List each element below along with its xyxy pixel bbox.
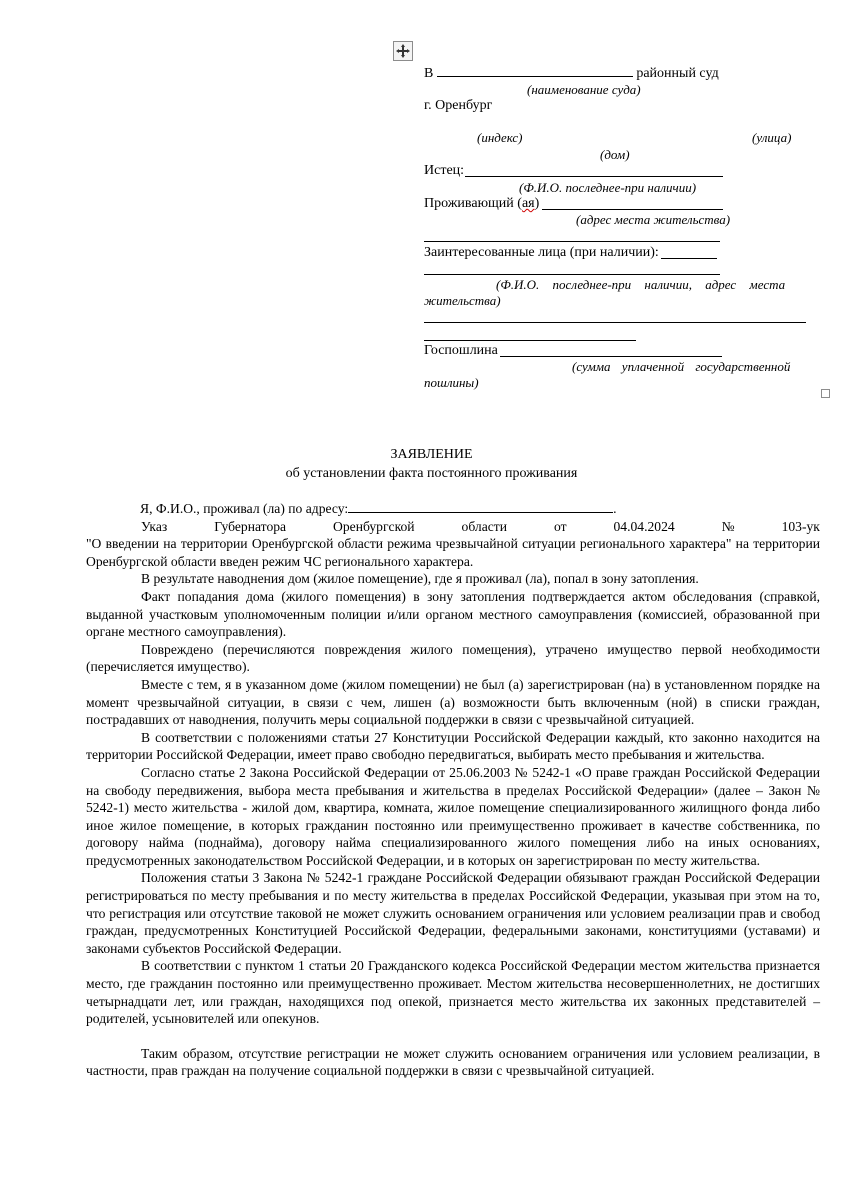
ukaz-word: от	[553, 518, 567, 534]
city-label: г. Оренбург	[424, 98, 493, 113]
paragraph-conclusion: Таким образом, отсутствие регистрации не может служить основанием ограничения или условием реализации, в частности, прав граждан на получение социальной поддержки в связи с чрезвычайной ситуацией.	[86, 1045, 820, 1079]
street-hint: (улица)	[752, 130, 792, 145]
residing-label-end: )	[534, 196, 540, 211]
residing-line	[424, 196, 539, 212]
ukaz-word: области	[461, 518, 507, 534]
ukaz-word: №	[721, 518, 735, 534]
interested-hint-line1: (Ф.И.О. последнее-при наличии, адрес места	[496, 277, 786, 292]
ukaz-word: 04.04.2024	[613, 518, 675, 534]
ukaz-word: Указ	[141, 518, 168, 534]
interested-hint	[496, 277, 810, 293]
table-move-handle[interactable]	[393, 41, 413, 61]
paragraph-fact: Факт попадания дома (жилого помещения) в зону затопления подтверждается актом обследования (справкой, выданной участковым уполномоченным полиции и/или органом местного самоуправления (комиссией, образованной при органе местного самоуправления).	[86, 588, 820, 640]
paragraph-law-article2: Согласно статье 2 Закона Российской Федерации от 25.06.2003 № 5242-1 «О праве граждан Российской Федерации на свободу передвижения, выбора места пребывания и жительства в пределах Российской Федерации» (далее – Закон № 5242-1) место жительства - жилой дом, квартира, комната, жилое помещение специализированного жилищного фонда либо иное жилое помещение, в которых гражданин постоянно или преимущественно проживает в качестве собственника, по договору найма (поднайма), договору найма специализированного жилого помещения либо на иных основаниях, предусмотренных законодательством Российской Федерации, и в которых он зарегистрирован по месту жительства.	[86, 764, 820, 868]
house-hint: (дом)	[600, 147, 630, 162]
ukaz-word: Оренбургской	[333, 518, 415, 534]
paragraph-flood: В результате наводнения дом (жилое помещение), где я проживал (ла), попал в зону затопления.	[141, 571, 699, 587]
paragraph-decree: "О введении на территории Оренбургской области режима чрезвычайной ситуации регионального характера" на территории Оренбургской области введен режим ЧС регионального характера.	[86, 536, 820, 569]
court-hint: (наименование суда)	[527, 82, 641, 97]
paragraph-law-article3: Положения статьи 3 Закона № 5242-1 граждане Российской Федерации обязывают граждан Российской Федерации регистрироваться по месту пребывания и по месту жительства в пределах Российской Федерации, указывая при этом на то, что регистрация или отсутствие таковой не может служить основанием ограничения или условием реализации прав и свобод граждан, предусмотренных Конституцией Российской Федерации, федеральными законами, конституциями (уставами) и законами субъектов Российской Федерации.	[86, 870, 820, 956]
plaintiff-blank[interactable]	[465, 176, 723, 177]
interested-blank-2[interactable]	[424, 274, 720, 275]
duty-hint-line2: пошлины)	[424, 375, 479, 390]
paragraph-registration: Вместе с тем, я в указанном доме (жилом помещении) не был (а) зарегистрирован (на) в установленном порядке на момент чрезвычайной ситуации, в связи с чем, лишен (а) возможности быть включенным (ной) в списки граждан, пострадавших от наводнения, получить меры социальной поддержки в связи с чрезвычайной ситуацией.	[86, 676, 820, 728]
interested-blank[interactable]	[661, 258, 717, 259]
move-arrows-icon	[395, 43, 411, 59]
paragraph-address	[85, 500, 820, 518]
residing-blank[interactable]	[542, 209, 723, 210]
duty-hint-line1: (сумма уплаченной государственной	[572, 359, 791, 374]
ukaz-word: 103-ук	[781, 518, 820, 534]
court-blank[interactable]	[437, 64, 633, 77]
document-title: ЗАЯВЛЕНИЕ	[390, 447, 473, 462]
residing-label: Проживающий (	[424, 196, 522, 211]
duty-label: Госпошлина	[424, 343, 498, 358]
residing-hint: (адрес места жительства)	[576, 212, 731, 227]
document-subtitle: об установлении факта постоянного проживания	[285, 466, 578, 481]
plaintiff-line	[424, 163, 464, 179]
court-prefix: В	[424, 66, 434, 81]
duty-blank[interactable]	[500, 356, 722, 357]
plaintiff-hint: (Ф.И.О. последнее-при наличии)	[519, 180, 697, 195]
document-body	[86, 500, 820, 1080]
paragraph-damage: Повреждено (перечисляются повреждения жилого помещения), утрачено имущество первой необходимости (перечисляется имущество).	[86, 641, 820, 675]
address-label: Я, Ф.И.О., проживал (ла) по адресу:	[140, 501, 349, 516]
duty-line	[424, 343, 498, 359]
interested-hint-line2: жительства)	[424, 293, 501, 308]
index-hint: (индекс)	[477, 130, 523, 145]
paragraph-constitution: В соответствии с положениями статьи 27 Конституции Российской Федерации каждый, кто законно находится на территории Российской Федерации, имеет право свободно передвигаться, выбирать место пребывания и жительства.	[86, 729, 820, 763]
court-line	[424, 64, 719, 82]
address-blank[interactable]	[348, 500, 613, 513]
interested-blank-4[interactable]	[424, 340, 636, 341]
spellcheck-word[interactable]: ая	[521, 196, 535, 211]
residing-blank-2[interactable]	[424, 241, 720, 242]
court-suffix: районный суд	[636, 66, 719, 81]
interested-blank-3[interactable]	[424, 322, 806, 323]
ukaz-line	[86, 518, 820, 536]
table-resize-handle[interactable]	[821, 389, 830, 398]
address-end: .	[613, 501, 617, 516]
ukaz-word: Губернатора	[214, 518, 287, 534]
interested-label: Заинтересованные лица (при наличии):	[424, 245, 659, 260]
plaintiff-label: Истец:	[424, 163, 465, 178]
paragraph-civil-code: В соответствии с пунктом 1 статьи 20 Гражданского кодекса Российской Федерации местом жительства признается место, где гражданин постоянно или преимущественно проживает. Местом жительства несовершеннолетних, не достигших четырнадцати лет, или граждан, находящихся под опекой, признается место жительства их законных представителей – родителей, усыновителей или опекунов.	[86, 958, 820, 1027]
